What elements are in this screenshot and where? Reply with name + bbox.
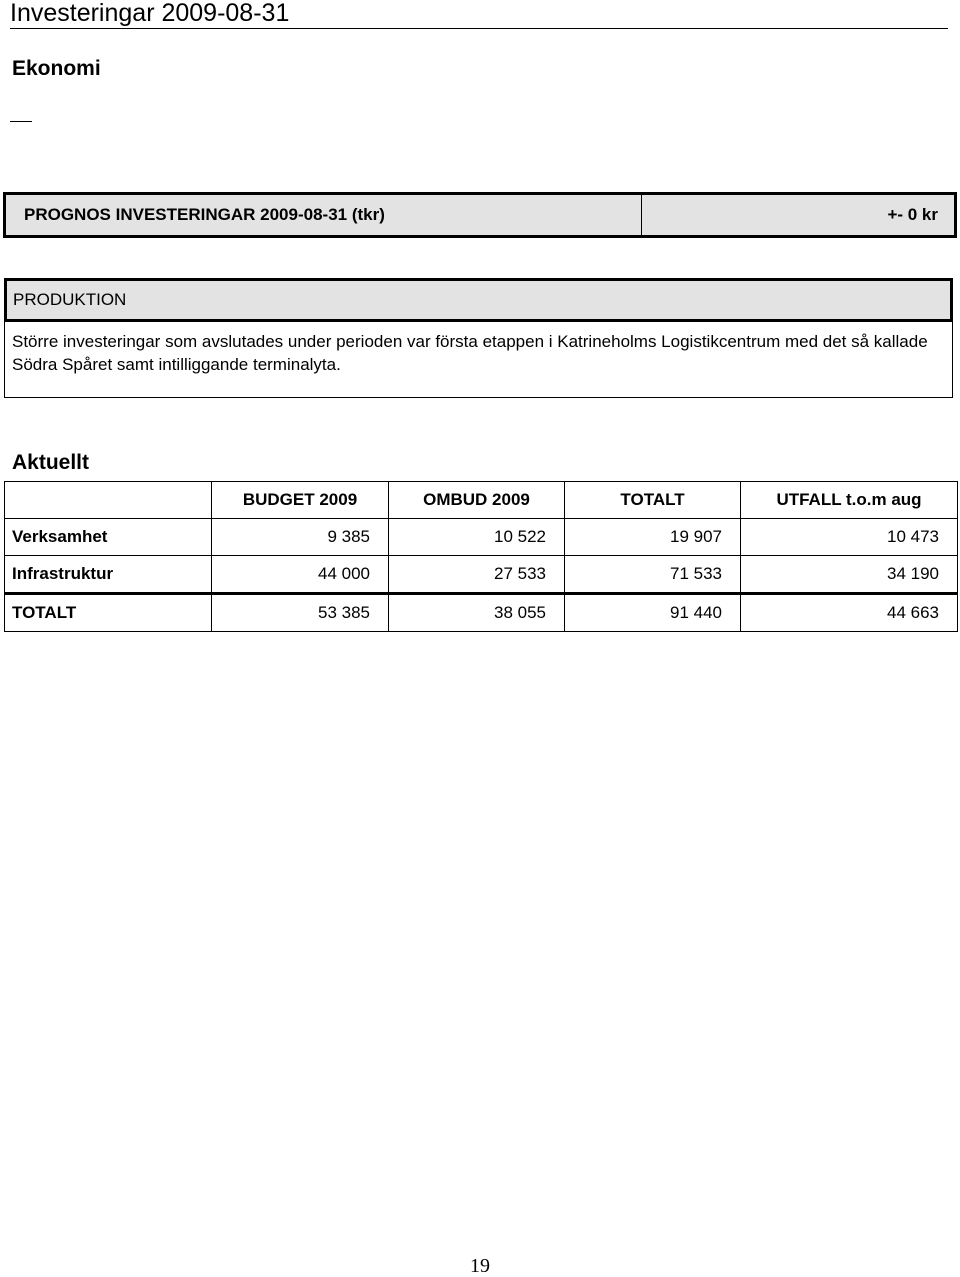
produktion-box [4, 278, 953, 398]
table-row [5, 519, 958, 556]
total-ombud: 38 055 [389, 594, 565, 632]
cell-budget: 9 385 [212, 519, 389, 556]
cell-budget: 44 000 [212, 556, 389, 594]
table-header-row [5, 482, 958, 519]
section-title: Ekonomi [12, 57, 101, 80]
cell-ombud: 10 522 [389, 519, 565, 556]
total-label: TOTALT [5, 594, 212, 632]
prognos-divider [641, 195, 642, 235]
row-label: Verksamhet [5, 519, 212, 556]
total-budget: 53 385 [212, 594, 389, 632]
row-label: Infrastruktur [5, 556, 212, 594]
prognos-label: PROGNOS INVESTERINGAR 2009-08-31 (tkr) [24, 205, 385, 224]
column-header-utfall: UTFALL t.o.m aug [741, 482, 958, 519]
column-header-ombud: OMBUD 2009 [389, 482, 565, 519]
column-header-budget: BUDGET 2009 [212, 482, 389, 519]
prognos-box [3, 192, 957, 238]
short-divider [10, 121, 32, 122]
prognos-value: +- 0 kr [887, 205, 938, 224]
cell-totalt: 71 533 [565, 556, 741, 594]
produktion-header [4, 278, 953, 322]
cell-utfall: 34 190 [741, 556, 958, 594]
page-header-title: Investeringar 2009-08-31 [10, 0, 290, 27]
header-divider [10, 28, 948, 29]
column-header-label [5, 482, 212, 519]
table-total-row [5, 594, 958, 632]
table-row [5, 556, 958, 594]
cell-totalt: 19 907 [565, 519, 741, 556]
total-totalt: 91 440 [565, 594, 741, 632]
page-number: 19 [470, 1255, 490, 1277]
total-utfall: 44 663 [741, 594, 958, 632]
produktion-heading: PRODUKTION [13, 290, 127, 309]
produktion-text: Större investeringar som avslutades under perioden var första etappen i Katrineholms Logistikcentrum med det så kallade Södra Spåret samt intilliggande terminalyta. [12, 332, 928, 374]
aktuellt-title: Aktuellt [12, 451, 90, 474]
investment-table [4, 481, 958, 632]
cell-utfall: 10 473 [741, 519, 958, 556]
column-header-totalt: TOTALT [565, 482, 741, 519]
cell-ombud: 27 533 [389, 556, 565, 594]
